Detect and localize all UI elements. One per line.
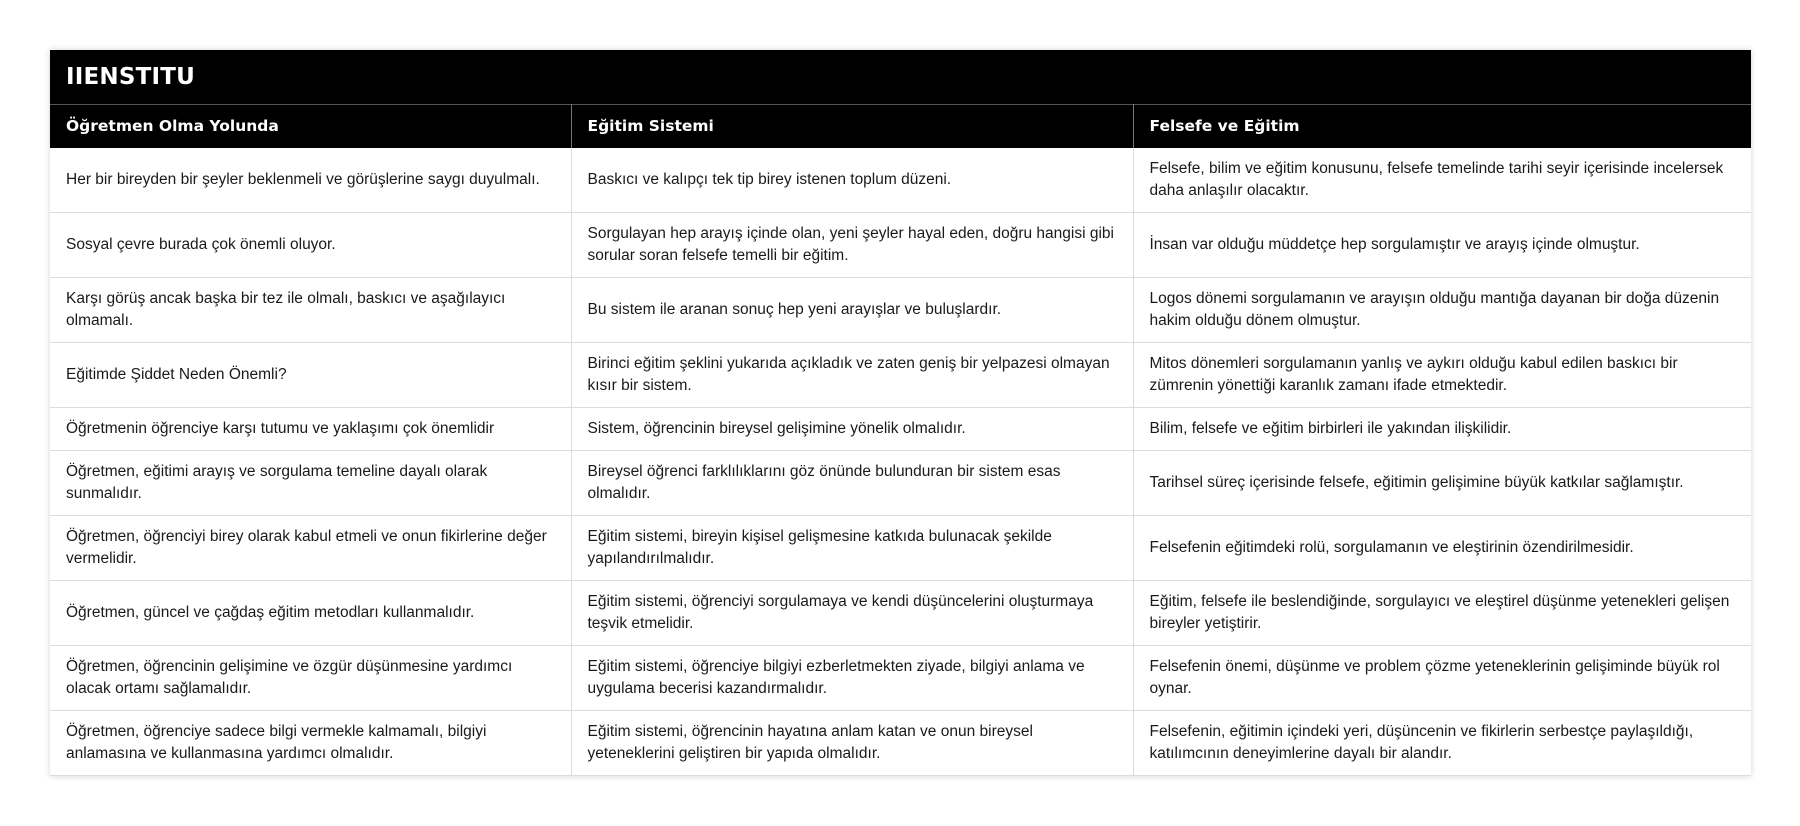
header-row bbox=[50, 105, 1751, 148]
table-row bbox=[50, 213, 1751, 278]
table-cell: Eğitim sistemi, öğrenciye bilgiyi ezberletmekten ziyade, bilgiyi anlama ve uygulama becerisi kazandırmalıdır. bbox=[571, 646, 1133, 711]
table-cell: Her bir bireyden bir şeyler beklenmeli ve görüşlerine saygı duyulmalı. bbox=[50, 148, 571, 213]
table-cell: Eğitim sistemi, öğrencinin hayatına anlam katan ve onun bireysel yeteneklerini geliştiren bir yapıda olmalıdır. bbox=[571, 711, 1133, 776]
table-row bbox=[50, 278, 1751, 343]
table-cell: Bireysel öğrenci farklılıklarını göz önünde bulunduran bir sistem esas olmalıdır. bbox=[571, 451, 1133, 516]
table-cell: Eğitimde Şiddet Neden Önemli? bbox=[50, 343, 571, 408]
table-cell: İnsan var olduğu müddetçe hep sorgulamıştır ve arayış içinde olmuştur. bbox=[1133, 213, 1751, 278]
table-cell: Eğitim sistemi, bireyin kişisel gelişmesine katkıda bulunacak şekilde yapılandırılmalıdır. bbox=[571, 516, 1133, 581]
column-header-ogretmen: Öğretmen Olma Yolunda bbox=[50, 105, 571, 148]
table-body bbox=[50, 148, 1751, 776]
column-header-egitim-sistemi: Eğitim Sistemi bbox=[571, 105, 1133, 148]
comparison-table-card bbox=[50, 50, 1751, 776]
table-cell: Eğitim sistemi, öğrenciyi sorgulamaya ve kendi düşüncelerini oluşturmaya teşvik etmelidir. bbox=[571, 581, 1133, 646]
table-row bbox=[50, 343, 1751, 408]
table-row bbox=[50, 451, 1751, 516]
table-cell: Birinci eğitim şeklini yukarıda açıkladık ve zaten geniş bir yelpazesi olmayan kısır bir sistem. bbox=[571, 343, 1133, 408]
table-row bbox=[50, 711, 1751, 776]
table-cell: Tarihsel süreç içerisinde felsefe, eğitimin gelişimine büyük katkılar sağlamıştır. bbox=[1133, 451, 1751, 516]
table-cell: Felsefe, bilim ve eğitim konusunu, felsefe temelinde tarihi seyir içerisinde incelersek daha anlaşılır olacaktır. bbox=[1133, 148, 1751, 213]
table-row bbox=[50, 581, 1751, 646]
table-cell: Öğretmenin öğrenciye karşı tutumu ve yaklaşımı çok önemlidir bbox=[50, 408, 571, 451]
table-cell: Sistem, öğrencinin bireysel gelişimine yönelik olmalıdır. bbox=[571, 408, 1133, 451]
table-title: IIENSTITU bbox=[50, 50, 1751, 104]
table-cell: Baskıcı ve kalıpçı tek tip birey istenen toplum düzeni. bbox=[571, 148, 1133, 213]
table-cell: Öğretmen, öğrencinin gelişimine ve özgür düşünmesine yardımcı olacak ortamı sağlamalıdır. bbox=[50, 646, 571, 711]
table-cell: Bu sistem ile aranan sonuç hep yeni arayışlar ve buluşlardır. bbox=[571, 278, 1133, 343]
table-cell: Sosyal çevre burada çok önemli oluyor. bbox=[50, 213, 571, 278]
table-cell: Öğretmen, öğrenciyi birey olarak kabul etmeli ve onun fikirlerine değer vermelidir. bbox=[50, 516, 571, 581]
table-cell: Öğretmen, güncel ve çağdaş eğitim metodları kullanmalıdır. bbox=[50, 581, 571, 646]
table-row bbox=[50, 516, 1751, 581]
table-cell: Öğretmen, öğrenciye sadece bilgi vermekle kalmamalı, bilgiyi anlamasına ve kullanmasına yardımcı olmalıdır. bbox=[50, 711, 571, 776]
table-cell: Bilim, felsefe ve eğitim birbirleri ile yakından ilişkilidir. bbox=[1133, 408, 1751, 451]
column-header-felsefe: Felsefe ve Eğitim bbox=[1133, 105, 1751, 148]
table-row bbox=[50, 646, 1751, 711]
table-cell: Eğitim, felsefe ile beslendiğinde, sorgulayıcı ve eleştirel düşünme yetenekleri gelişen bireyler yetiştirir. bbox=[1133, 581, 1751, 646]
table-header bbox=[50, 105, 1751, 148]
table-cell: Mitos dönemleri sorgulamanın yanlış ve aykırı olduğu kabul edilen baskıcı bir zümrenin yönettiği karanlık zamanı ifade etmektedir. bbox=[1133, 343, 1751, 408]
table-cell: Sorgulayan hep arayış içinde olan, yeni şeyler hayal eden, doğru hangisi gibi sorular soran felsefe temelli bir eğitim. bbox=[571, 213, 1133, 278]
table-cell: Öğretmen, eğitimi arayış ve sorgulama temeline dayalı olarak sunmalıdır. bbox=[50, 451, 571, 516]
table-row bbox=[50, 148, 1751, 213]
table-cell: Karşı görüş ancak başka bir tez ile olmalı, baskıcı ve aşağılayıcı olmamalı. bbox=[50, 278, 571, 343]
table-cell: Logos dönemi sorgulamanın ve arayışın olduğu mantığa dayanan bir doğa düzenin hakim olduğu dönem olmuştur. bbox=[1133, 278, 1751, 343]
table-cell: Felsefenin önemi, düşünme ve problem çözme yeteneklerinin gelişiminde büyük rol oynar. bbox=[1133, 646, 1751, 711]
table-row bbox=[50, 408, 1751, 451]
comparison-table bbox=[50, 104, 1751, 776]
table-cell: Felsefenin, eğitimin içindeki yeri, düşüncenin ve fikirlerin serbestçe paylaşıldığı, katılımcının deneyimlerine dayalı bir alandır. bbox=[1133, 711, 1751, 776]
table-cell: Felsefenin eğitimdeki rolü, sorgulamanın ve eleştirinin özendirilmesidir. bbox=[1133, 516, 1751, 581]
